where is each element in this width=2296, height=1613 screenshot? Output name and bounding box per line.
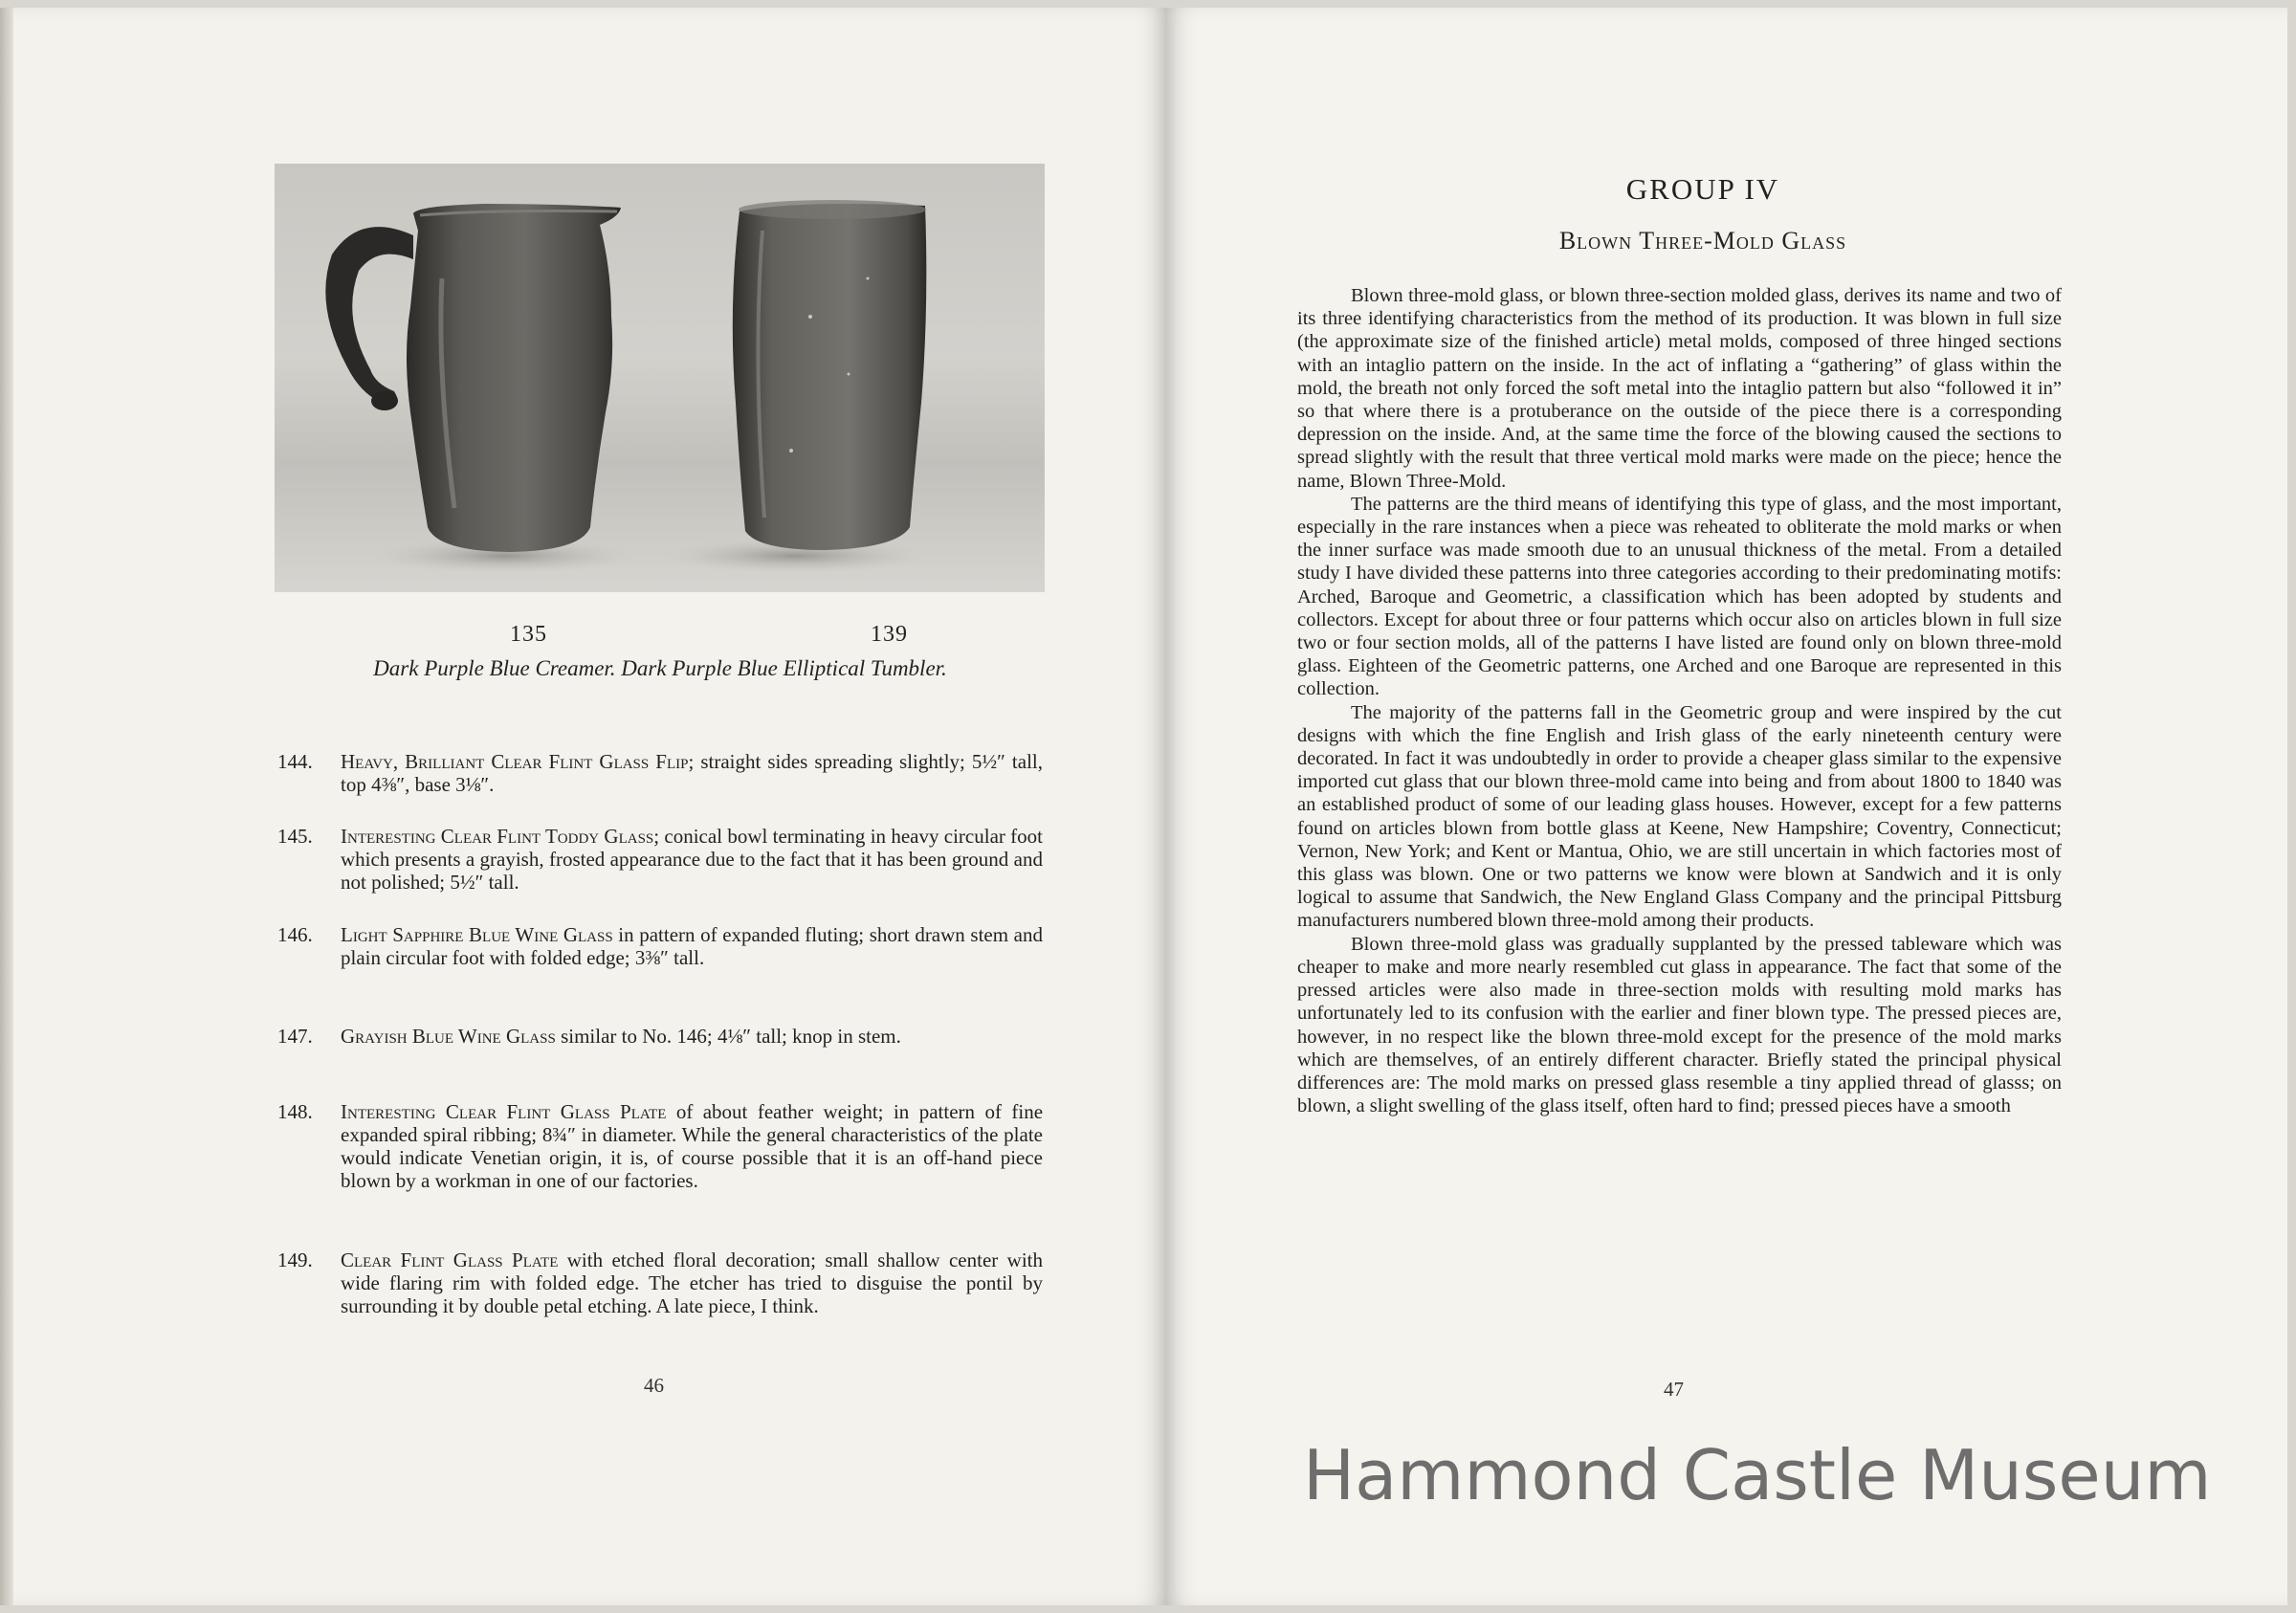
paragraph: The patterns are the third means of identifying this type of glass, and the most important, especially in the rare instances when a piece was reheated to obliterate the mold marks or when the inner surface was made smooth due to an unusual thickness of the metal. From a detailed study I have divided these patterns into three categories according to their predominating motifs: Arched, Baroque and Geometric, a classification which has been adopted by students and collectors. Except for about three or four patterns which occur also on articles blown in full size two or four section molds, all of the patterns I have listed are found only on blown three-mold glass. Eighteen of the Geometric patterns, one Arched and one Baroque are represented in this collection. bbox=[1297, 493, 2062, 700]
group-title: GROUP IV bbox=[1625, 172, 1780, 206]
entry-text: in pattern of expanded fluting; short drawn stem and plain circular foot with folded edge; 3⅜″ tall. bbox=[341, 923, 1043, 969]
creamer bbox=[325, 204, 621, 552]
photo-caption: Dark Purple Blue Creamer. Dark Purple Blue Elliptical Tumbler. bbox=[373, 656, 947, 680]
body-text bbox=[1297, 284, 2062, 1117]
catalog-entry bbox=[277, 1025, 1043, 1048]
entry-number: 146. bbox=[277, 923, 313, 946]
entry-number: 149. bbox=[277, 1248, 313, 1271]
entry-heading: Clear Flint Glass Plate bbox=[341, 1248, 559, 1271]
creamer-and-tumbler-image bbox=[275, 164, 1045, 592]
page-number-right: 47 bbox=[1664, 1378, 1684, 1401]
paragraph: The majority of the patterns fall in the Geometric group and were inspired by the cut designs with which the fine English and Irish glass of the early nineteenth century were decorated. In fact it was undoubtedly in order to provide a cheaper glass similar to the expensive imported cut glass that our blown three-mold came into being and from about 1800 to 1840 was an established product of some of our leading glass houses. However, except for a few patterns found on articles blown from bottle glass at Keene, New Hampshire; Coventry, Connecticut; Vernon, New York; and Kent or Mantua, Ohio, we are still uncertain in which factories most of this glass was blown. One or two patterns we know were blown at Sandwich and it is only logical to assume that Sandwich, the New England Glass Company and the principal Pittsburg manufacturers numbered blown three-mold among their products. bbox=[1297, 701, 2062, 932]
entry-text: ; conical bowl terminating in heavy circular foot which presents a grayish, frosted appearance due to the fact that it has been ground and not polished; 5½″ tall. bbox=[341, 825, 1044, 894]
paragraph: Blown three-mold glass was gradually supplanted by the pressed tableware which was cheaper to make and more nearly resembled cut glass in appearance. The fact that some of the pressed articles were also made in three-section molds with resulting mold marks has unfortunately led to its confusion with the earlier and finer blown type. The pressed pieces are, however, in no respect like the blown three-mold except for the presence of the mold marks which are themselves, of an entirely different character. Briefly stated the principal physical differences are: The mold marks on pressed glass resemble a tiny applied thread of glasss; on blown, a slight swelling of the glass itself, often hard to find; pressed pieces have a smooth bbox=[1297, 933, 2062, 1117]
entry-heading: Interesting Clear Flint Glass Plate bbox=[341, 1100, 667, 1123]
entry-heading: Light Sapphire Blue Wine Glass bbox=[341, 923, 613, 946]
catalog-entry bbox=[277, 923, 1043, 969]
catalog-entry bbox=[277, 750, 1043, 796]
entry-text: of about feather weight; in pattern of fine expanded spiral ribbing; 8¾″ in diameter. While the general characteristics of the plate would indicate Venetian origin, it is, of course possible that it is an off-hand piece blown by a workman in one of our factories. bbox=[341, 1100, 1044, 1192]
entry-text: ; straight sides spreading slightly; 5½″ tall, top 4⅜″, base 3⅛″. bbox=[341, 750, 1043, 796]
paragraph: Blown three-mold glass, or blown three-section molded glass, derives its name and two of its three identifying characteristics from the method of its production. It was blown in full size (the approximate size of the finished article) metal molds, composed of three hinged sections with an intaglio pattern on the inside. In the act of inflating a “gathering” of glass within the mold, the breath not only forced the soft metal into the intaglio pattern but also “followed it in” so that where there is a protuberance on the outside of the piece there is a corresponding depression on the inside. And, at the same time the force of the blowing caused the sections to spread slightly with the result that three vertical mold marks were made on the piece; hence the name, Blown Three-Mold. bbox=[1297, 285, 2062, 492]
watermark: Hammond Castle Museum bbox=[1303, 1435, 2212, 1515]
entry-text: similar to No. 146; 4⅛″ tall; knop in stem. bbox=[555, 1025, 901, 1048]
tumbler bbox=[733, 200, 927, 550]
figure-number-135: 135 bbox=[510, 622, 547, 647]
glassware-photograph bbox=[275, 164, 1045, 592]
entry-number: 147. bbox=[277, 1025, 313, 1048]
entry-heading: Heavy, Brilliant Clear Flint Glass Flip bbox=[341, 750, 689, 773]
entry-number: 145. bbox=[277, 825, 313, 848]
catalog-entry bbox=[277, 1100, 1043, 1192]
entry-heading: Interesting Clear Flint Toddy Glass bbox=[341, 825, 654, 848]
entry-number: 148. bbox=[277, 1100, 313, 1123]
catalog-entry bbox=[277, 825, 1043, 894]
page-number-left: 46 bbox=[644, 1374, 664, 1397]
entry-text: with etched floral decoration; small shallow center with wide flaring rim with folded edge. The etcher has tried to disguise the pontil by surrounding it by double petal etching. A late piece, I think. bbox=[341, 1248, 1043, 1317]
entry-number: 144. bbox=[277, 750, 313, 773]
catalog-entry bbox=[277, 1248, 1043, 1317]
entry-heading: Grayish Blue Wine Glass bbox=[341, 1025, 556, 1048]
group-subtitle: Blown Three-Mold Glass bbox=[1558, 227, 1847, 254]
figure-number-139: 139 bbox=[871, 622, 908, 647]
